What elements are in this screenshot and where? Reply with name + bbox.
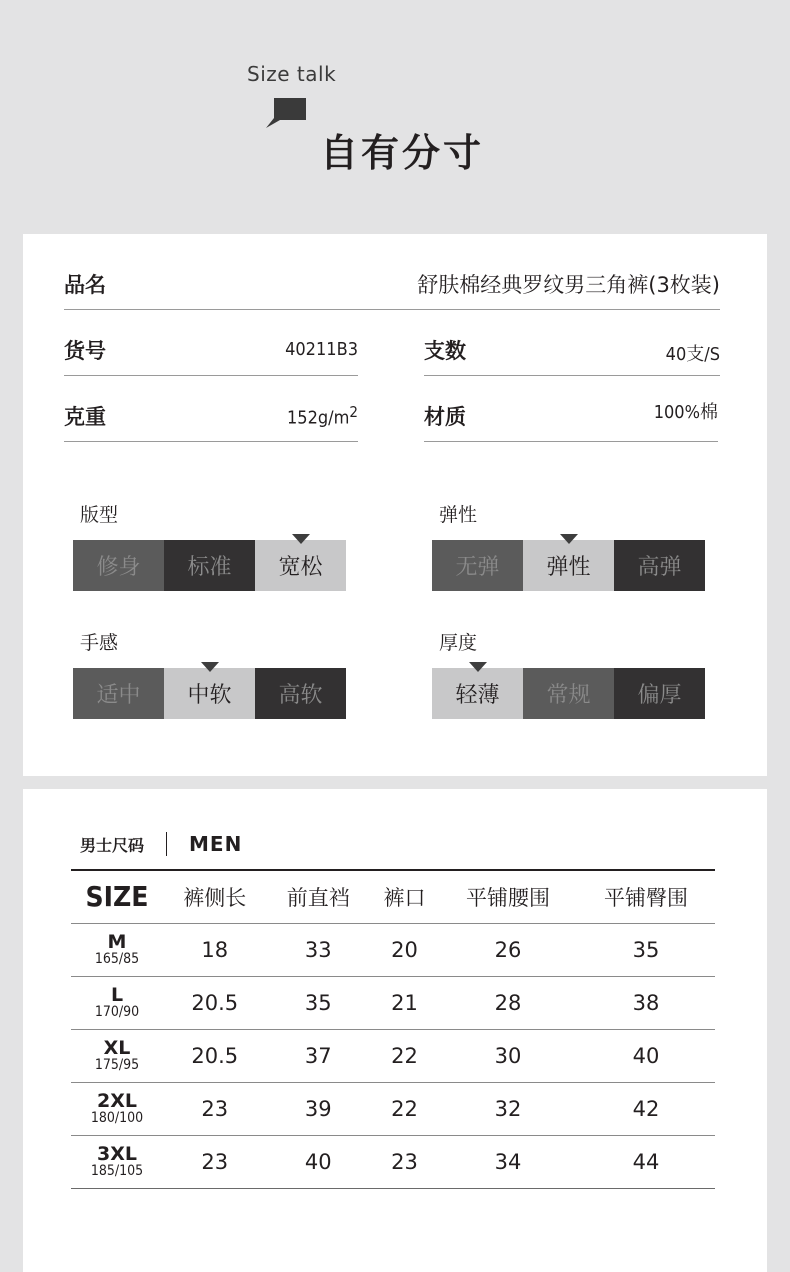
thickness-option-thin xyxy=(432,668,523,719)
table-cell: 18 xyxy=(163,923,267,976)
size-code: 3XL xyxy=(97,1143,137,1165)
fit-scale-label: 版型 xyxy=(80,504,119,526)
thickness-scale-label: 厚度 xyxy=(439,632,478,654)
size-cell xyxy=(71,976,163,1029)
weight-unit-exponent: 2 xyxy=(349,402,358,421)
selected-marker-icon xyxy=(201,662,219,672)
fit-scale xyxy=(73,500,346,591)
item-no-row xyxy=(64,324,358,376)
product-name-label: 品名 xyxy=(64,272,106,297)
elasticity-option-none: 无弹 xyxy=(432,540,523,591)
table-cell: 40 xyxy=(267,1135,371,1188)
fit-option-slim: 修身 xyxy=(73,540,164,591)
column-header-leg-opening: 裤口 xyxy=(370,870,439,923)
material-value: 100%棉 xyxy=(653,401,718,423)
thickness-option-thick: 偏厚 xyxy=(614,668,705,719)
weight-value-group xyxy=(287,403,358,428)
elasticity-scale-label: 弹性 xyxy=(439,504,478,526)
page-title: 自有分寸 xyxy=(320,131,485,175)
size-spec: 175/95 xyxy=(94,1057,140,1073)
size-cell xyxy=(71,1082,163,1135)
table-cell: 38 xyxy=(577,976,715,1029)
fit-scale-bar xyxy=(73,540,346,591)
elasticity-option-elastic xyxy=(523,540,614,591)
table-cell: 30 xyxy=(439,1029,577,1082)
table-cell: 20.5 xyxy=(163,976,267,1029)
hand-feel-option-moderate: 适中 xyxy=(73,668,164,719)
yarn-count-value: 40支/S xyxy=(665,343,720,365)
hand-feel-scale-label: 手感 xyxy=(80,632,119,654)
table-cell: 21 xyxy=(370,976,439,1029)
header-subtitle: Size talk xyxy=(247,62,337,86)
speech-bubble-icon xyxy=(264,96,308,130)
thickness-scale xyxy=(432,628,705,719)
column-header-size: SIZE xyxy=(71,870,163,923)
weight-value: 152g/m xyxy=(286,407,350,429)
thickness-option-thin-label: 轻薄 xyxy=(455,683,500,708)
weight-row xyxy=(64,390,358,442)
elasticity-option-elastic-label: 弹性 xyxy=(546,555,591,580)
fit-option-loose-label: 宽松 xyxy=(278,555,323,580)
table-cell: 35 xyxy=(577,923,715,976)
table-row xyxy=(71,1135,715,1188)
table-cell: 23 xyxy=(370,1135,439,1188)
table-cell: 40 xyxy=(577,1029,715,1082)
table-cell: 34 xyxy=(439,1135,577,1188)
size-spec: 170/90 xyxy=(94,1004,140,1020)
column-header-waist: 平铺腰围 xyxy=(439,870,577,923)
selected-marker-icon xyxy=(560,534,578,544)
weight-label: 克重 xyxy=(64,404,106,429)
size-cell xyxy=(71,923,163,976)
elasticity-option-high: 高弹 xyxy=(614,540,705,591)
fit-option-loose xyxy=(255,540,346,591)
product-name-value: 舒肤棉经典罗纹男三角裤(3枚装) xyxy=(417,272,720,297)
size-chart-heading-en: MEN xyxy=(189,832,243,856)
table-cell: 39 xyxy=(267,1082,371,1135)
material-label: 材质 xyxy=(424,404,466,429)
table-cell: 23 xyxy=(163,1135,267,1188)
size-cell xyxy=(71,1135,163,1188)
table-row xyxy=(71,1029,715,1082)
table-row xyxy=(71,1082,715,1135)
size-code: XL xyxy=(103,1037,131,1059)
table-cell: 28 xyxy=(439,976,577,1029)
table-cell: 23 xyxy=(163,1082,267,1135)
yarn-count-row xyxy=(424,324,720,376)
item-no-label: 货号 xyxy=(64,338,106,363)
table-cell: 35 xyxy=(267,976,371,1029)
fit-option-standard: 标准 xyxy=(164,540,255,591)
table-cell: 37 xyxy=(267,1029,371,1082)
size-code: L xyxy=(110,984,124,1006)
column-header-side-length: 裤侧长 xyxy=(163,870,267,923)
size-code: M xyxy=(107,931,127,953)
elasticity-scale xyxy=(432,500,705,591)
size-table xyxy=(71,869,715,1189)
selected-marker-icon xyxy=(469,662,487,672)
size-spec: 185/105 xyxy=(90,1163,144,1179)
table-row xyxy=(71,976,715,1029)
hand-feel-scale xyxy=(73,628,346,719)
selected-marker-icon xyxy=(292,534,310,544)
hand-feel-option-medium-soft-label: 中软 xyxy=(187,683,232,708)
hand-feel-option-medium-soft xyxy=(164,668,255,719)
thickness-scale-bar xyxy=(432,668,705,719)
table-cell: 32 xyxy=(439,1082,577,1135)
table-cell: 20.5 xyxy=(163,1029,267,1082)
thickness-option-regular: 常规 xyxy=(523,668,614,719)
column-header-hip: 平铺臀围 xyxy=(577,870,715,923)
column-header-front-rise: 前直裆 xyxy=(267,870,371,923)
material-row xyxy=(424,390,718,442)
table-cell: 42 xyxy=(577,1082,715,1135)
size-code: 2XL xyxy=(97,1090,137,1112)
table-cell: 22 xyxy=(370,1082,439,1135)
size-cell xyxy=(71,1029,163,1082)
table-cell: 22 xyxy=(370,1029,439,1082)
table-cell: 26 xyxy=(439,923,577,976)
table-cell: 33 xyxy=(267,923,371,976)
size-chart-heading xyxy=(80,832,242,856)
table-cell: 20 xyxy=(370,923,439,976)
size-spec: 165/85 xyxy=(94,951,140,967)
heading-divider xyxy=(166,832,167,856)
elasticity-scale-bar xyxy=(432,540,705,591)
hand-feel-scale-bar xyxy=(73,668,346,719)
table-row xyxy=(71,923,715,976)
size-spec: 180/100 xyxy=(90,1110,144,1126)
hand-feel-option-high-soft: 高软 xyxy=(255,668,346,719)
size-table-header-row xyxy=(71,870,715,923)
table-cell: 44 xyxy=(577,1135,715,1188)
yarn-count-label: 支数 xyxy=(424,338,466,363)
item-no-value: 40211B3 xyxy=(285,339,358,360)
product-name-row xyxy=(64,258,720,310)
size-chart-heading-cn: 男士尺码 xyxy=(80,835,145,855)
